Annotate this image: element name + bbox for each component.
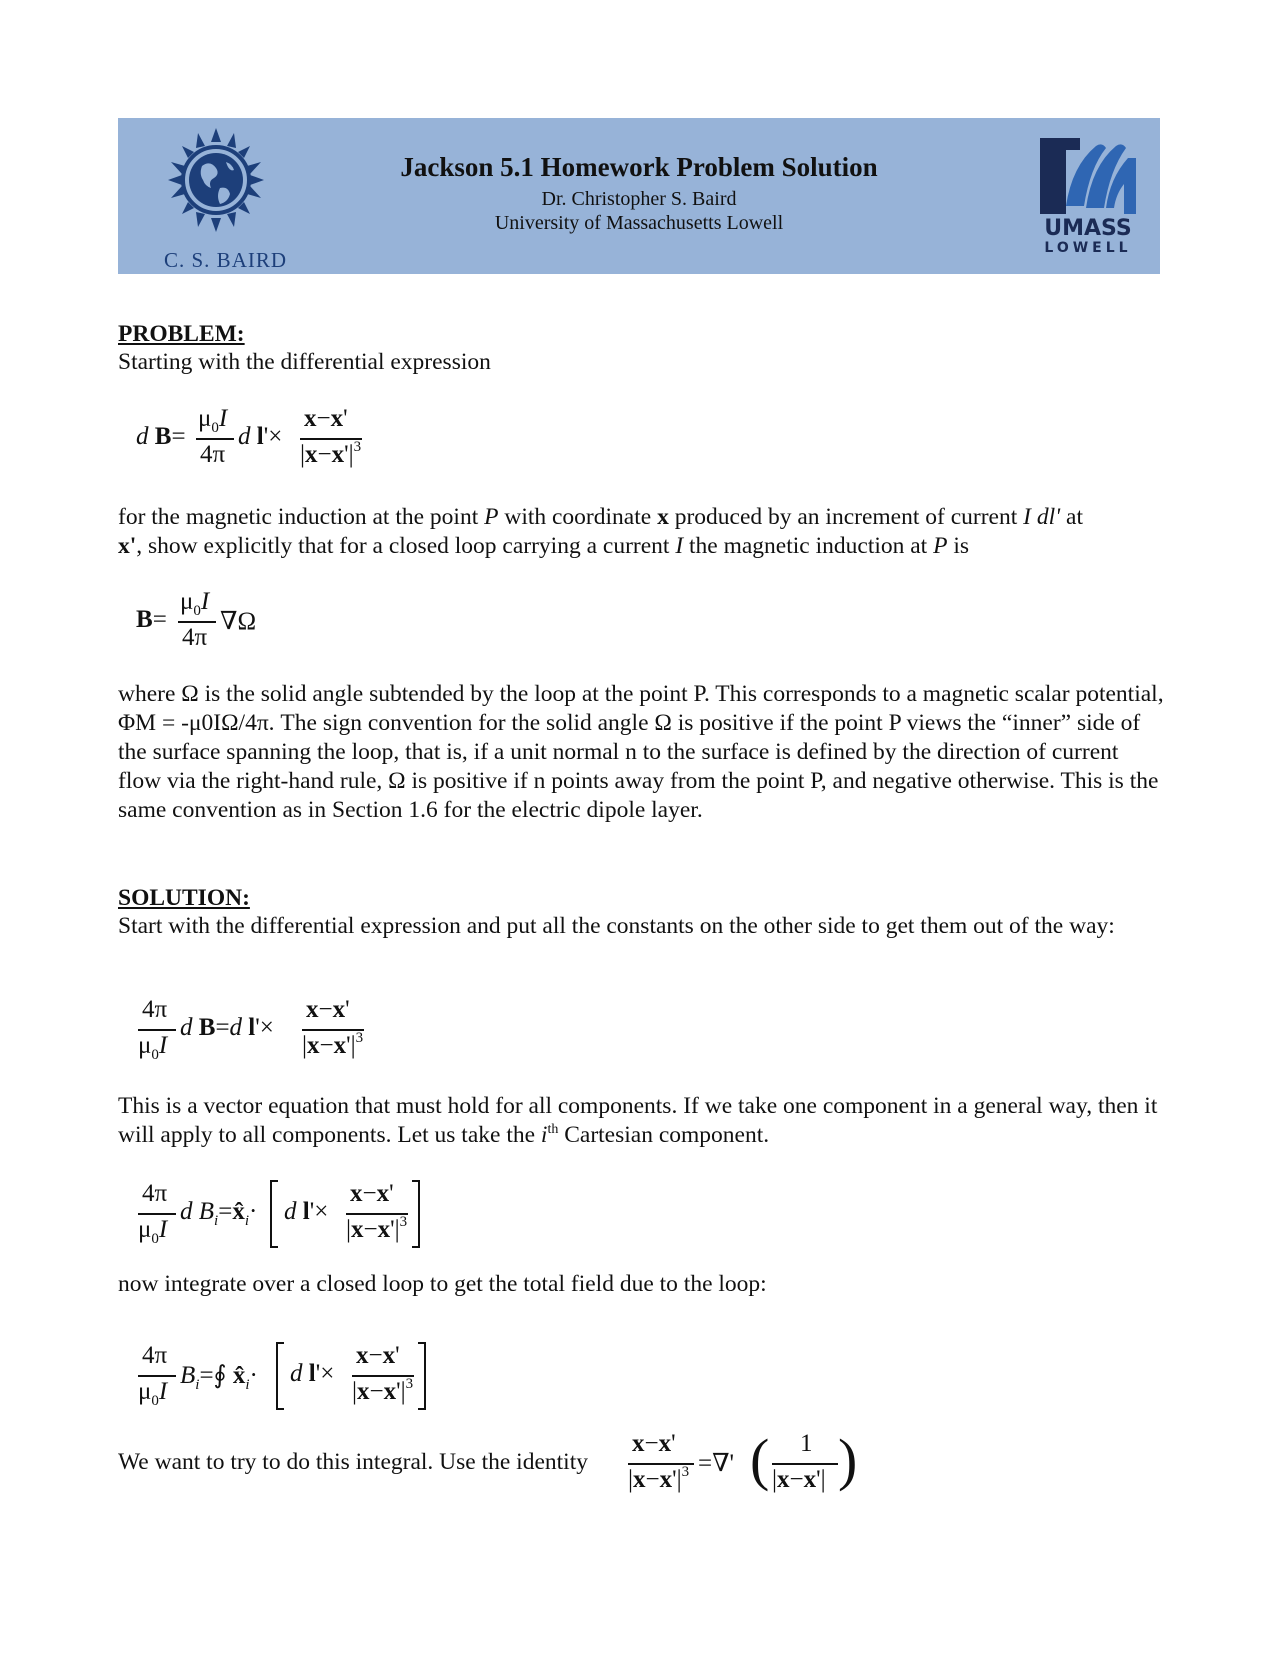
institution-name: University of Massachusetts Lowell <box>494 212 784 234</box>
solution-heading: SOLUTION: <box>118 885 250 911</box>
logo-lowell-text: LOWELL <box>1044 240 1132 256</box>
solution-paragraph-2: now integrate over a closed loop to get the total field due to the loop: <box>118 1271 767 1297</box>
page-title: Jackson 5.1 Homework Problem Solution <box>400 152 878 182</box>
solution-paragraph-1: This is a vector equation that must hold for all components. If we take one component in a general way, then it will apply to all components. Let us take the $i^{th}$ Cartesian component. <box>118 1093 1158 1148</box>
logo-name: C. S. BAIRD <box>164 248 288 272</box>
problem-paragraph-1: for the magnetic induction at the point P with coordinate x produced by an increment of current I dl' at x', show explicitly that for a closed loop carrying a current I the magnetic induction at P is <box>118 504 1083 559</box>
author-name: Dr. Christopher S. Baird <box>541 188 737 210</box>
problem-heading: PROBLEM: <box>118 321 245 347</box>
equation-6: x−x' $|x-x'|^3$ =∇' ( 1 |x−x'| ) <box>628 1427 858 1493</box>
header-banner <box>118 118 1160 274</box>
problem-paragraph-3: where Ω is the solid angle subtended by the loop at the point P. This corresponds to a magnetic scalar potential, ΦM = -μ0IΩ/4π. The sign convention for the solid angle Ω is positive if the point P views the “inner” side of the surface spanning the loop, that is, if a unit normal n to the surface is defined by the direction of current flow via the right-hand rule, Ω is positive if n points away from the point P, and negative otherwise. This is the same convention as in Section 1.6 for the electric dipole layer. <box>118 681 1164 823</box>
equation-3: 4π $\mu_0I$ d B=d l'× x−x' $|x-x'|^3$ <box>138 996 364 1063</box>
solution-intro: Start with the differential expression and put all the constants on the other side to get them out of the way: <box>118 913 1115 939</box>
problem-intro: Starting with the differential expression <box>118 349 491 375</box>
equation-2: B= $\mu_0I$ 4π ∇Ω <box>136 588 257 651</box>
equation-4: 4π $\mu_0I$ d $B_i=x̂_i\cdot$ d l'× x−x' $|x-x'|^3$ <box>138 1176 438 1252</box>
solution-paragraph-3: We want to try to do this integral. Use the identity <box>118 1449 588 1475</box>
logo-umass-text: UMASS <box>1044 216 1132 241</box>
umass-emblem-icon <box>1036 136 1140 216</box>
equation-1: d B= $\mu_0I$ 4π d l'× x−x' $|x-x'|^3$ <box>136 405 362 468</box>
umass-lowell-logo <box>1036 136 1140 260</box>
equation-5: 4π $\mu_0I$ $B_i=∮$ $x̂_i\cdot$ d l'× x−x' $|x-x'|^3$ <box>138 1338 448 1414</box>
